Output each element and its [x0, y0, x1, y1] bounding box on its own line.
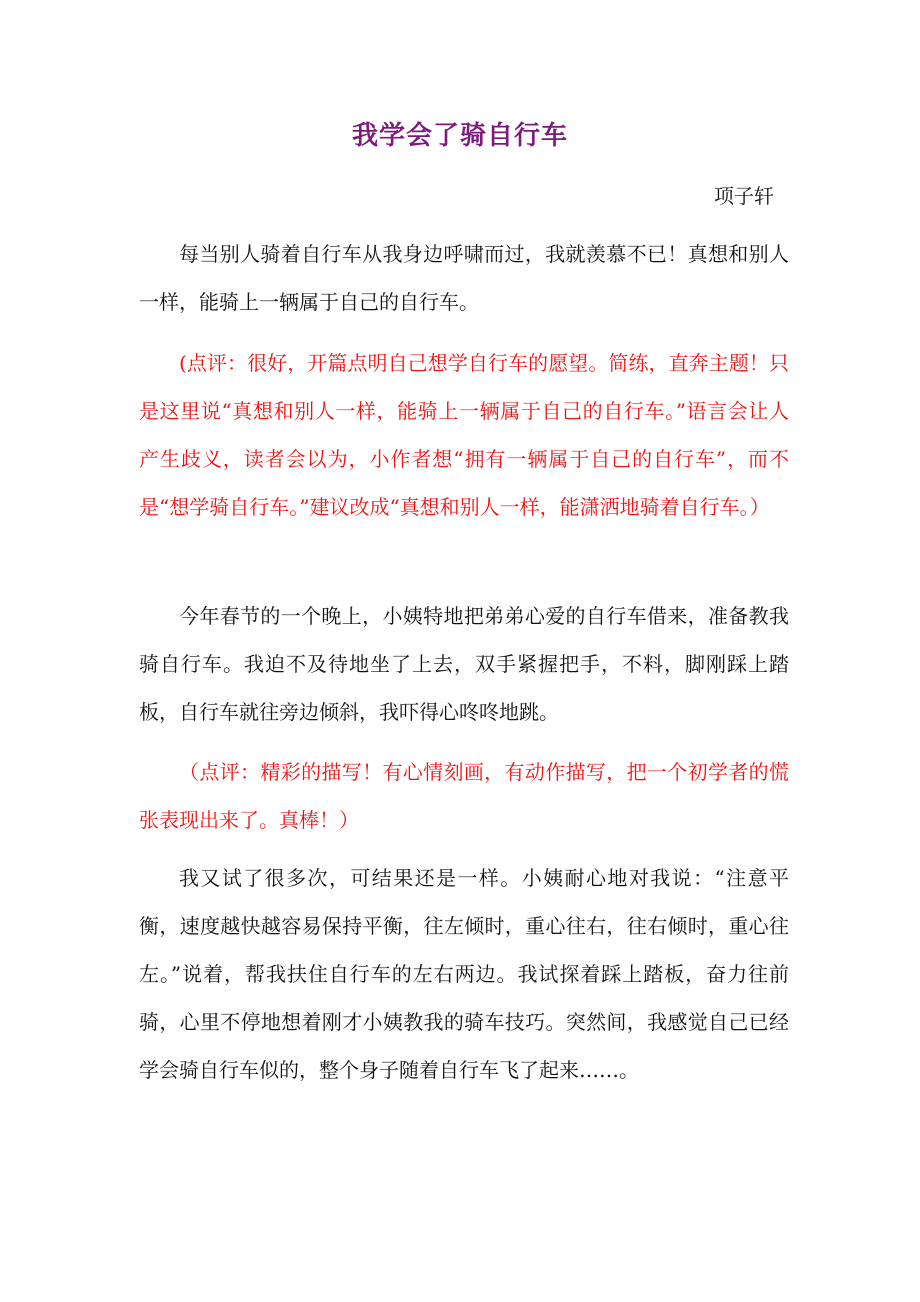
- paragraph-intro: 每当别人骑着自行车从我身边呼啸而过，我就羡慕不已！真想和别人一样，能骑上一辆属于自己的自行车。: [139, 242, 789, 314]
- paragraph-learning: 我又试了很多次，可结果还是一样。小姨耐心地对我说：“注意平衡，速度越快越容易保持平衡，往左倾时，重心往右，往右倾时，重心往左。”说着，帮我扶住自行车的左右两边。我试探着踩上踏板，奋力往前骑，心里不停地想着刚才小姨教我的骑车技巧。突然间，我感觉自己已经学会骑自行车似的，整个身子随着自行车飞了起来……。: [139, 866, 789, 1082]
- author-name: 项子轩: [714, 184, 774, 208]
- comment-intro: (点评：很好，开篇点明自己想学自行车的愿望。简练，直奔主题！只是这里说“真想和别人一样，能骑上一辆属于自己的自行车。”语言会让人产生歧义，读者会以为，小作者想“拥有一辆属于自己的自行车”，而不是“想学骑自行车。”建议改成“真想和别人一样，能潇洒地骑着自行车。）: [139, 351, 789, 519]
- paragraph-first-attempt: 今年春节的一个晚上，小姨特地把弟弟心爱的自行车借来，准备教我骑自行车。我迫不及待地坐了上去，双手紧握把手，不料，脚刚踩上踏板，自行车就往旁边倾斜，我吓得心咚咚地跳。: [139, 604, 789, 724]
- document-title: 我学会了骑自行车: [351, 121, 568, 151]
- comment-first-attempt: （点评：精彩的描写！有心情刻画，有动作描写，把一个初学者的慌张表现出来了。真棒！）: [139, 760, 789, 832]
